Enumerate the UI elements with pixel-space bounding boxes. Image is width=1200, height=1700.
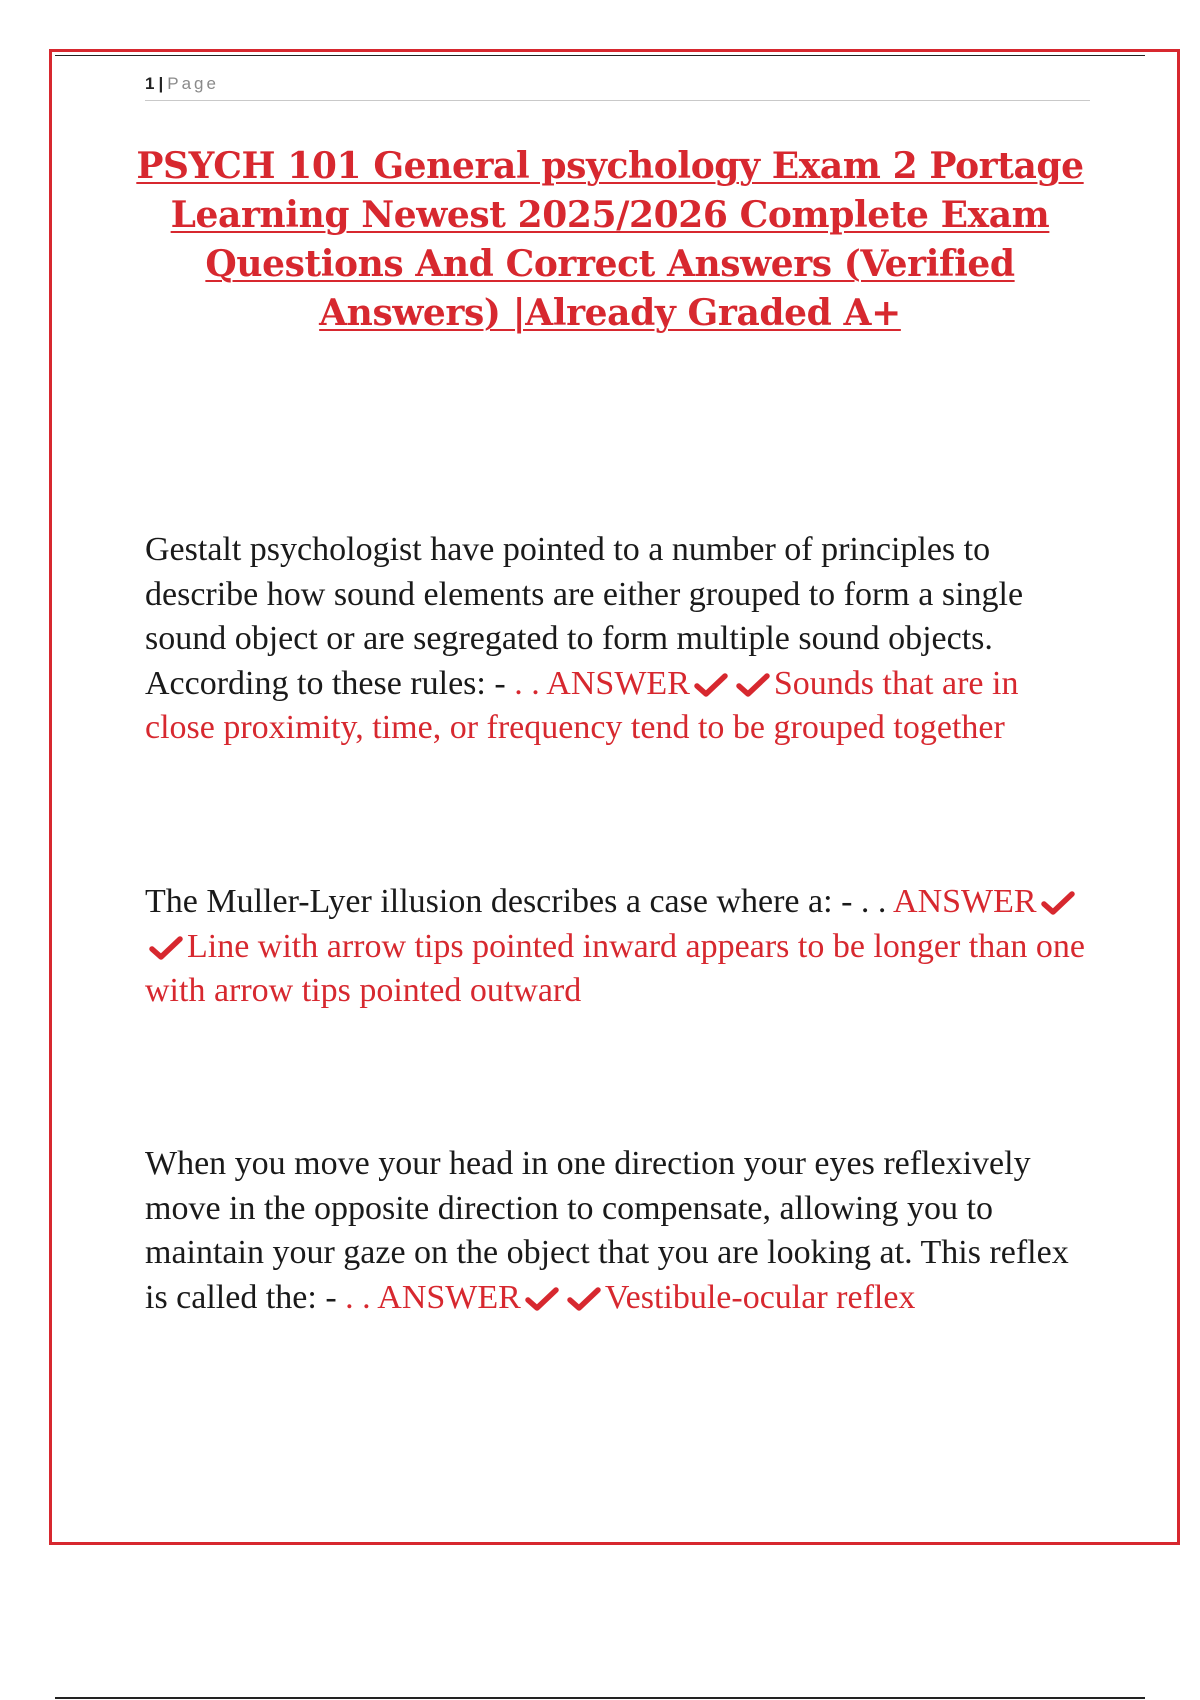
check-icon bbox=[567, 1286, 601, 1312]
check-icon bbox=[694, 672, 728, 698]
answer-marker: . . ANSWER bbox=[505, 664, 690, 702]
answer-text: Sounds that are in close proximity, time, or frequency tend to be grouped together bbox=[145, 664, 1019, 746]
header-separator: | bbox=[158, 74, 164, 93]
page-number: 1 bbox=[145, 74, 155, 93]
question-text: When you move your head in one direction your eyes reflexively move in the opposite direction to compensate, allowing you to maintain your gaze on the object that you are looking at. This reflex is called the: bbox=[145, 1145, 1069, 1316]
page-word: Page bbox=[167, 74, 219, 93]
page-header bbox=[145, 74, 1090, 101]
check-icon bbox=[525, 1286, 559, 1312]
top-rule bbox=[55, 55, 1145, 56]
question-text: Gestalt psychologist have pointed to a number of principles to describe how sound elements are either grouped to form a single sound object or are segregated to form multiple sound objects. According to these rules: bbox=[145, 531, 1024, 702]
qa-item-3 bbox=[145, 1142, 1095, 1320]
question-text: The Muller-Lyer illusion describes a case where a: bbox=[145, 883, 833, 920]
qa-item-2 bbox=[145, 880, 1095, 1014]
bottom-rule bbox=[55, 1697, 1145, 1699]
answer-dash: - . . bbox=[832, 883, 887, 920]
qa-item-1 bbox=[145, 528, 1095, 751]
check-icon bbox=[149, 935, 183, 961]
answer-text: Line with arrow tips pointed inward appears to be longer than one with arrow tips pointed outward bbox=[145, 927, 1085, 1009]
check-icon bbox=[1041, 890, 1075, 916]
document-title: PSYCH 101 General psychology Exam 2 Portage Learning Newest 2025/2026 Complete Exam Questions And Correct Answers (Verified Answers) |Already Graded A+ bbox=[136, 145, 1084, 334]
answer-marker: ANSWER bbox=[886, 883, 1037, 920]
answer-text: Vestibule-ocular reflex bbox=[604, 1278, 916, 1316]
answer-marker: . . ANSWER bbox=[336, 1278, 521, 1316]
answer-dash: - bbox=[485, 664, 506, 702]
answer-dash: - bbox=[316, 1278, 337, 1316]
check-icon bbox=[736, 672, 770, 698]
